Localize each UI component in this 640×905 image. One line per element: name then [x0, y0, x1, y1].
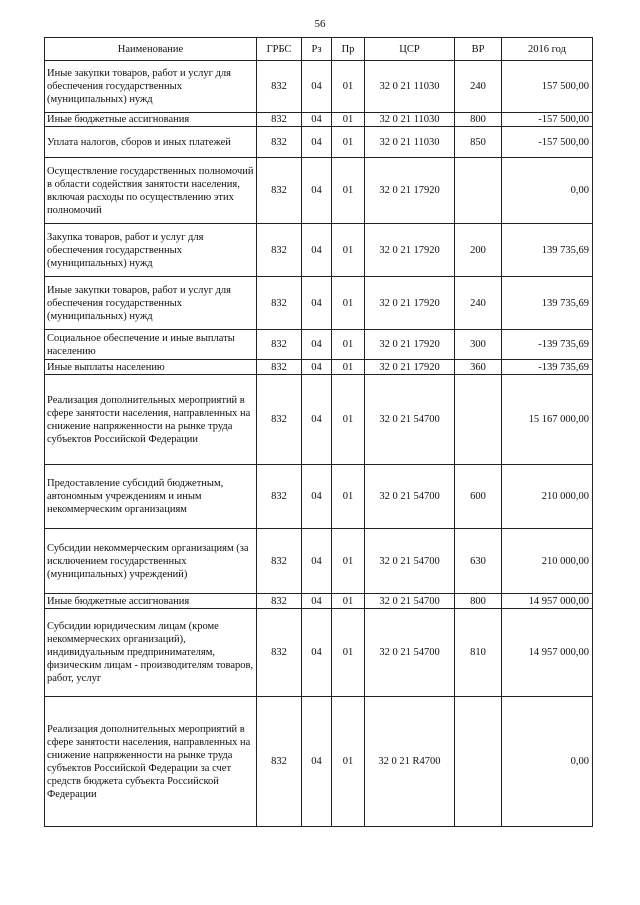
cell-vr: 810: [455, 609, 502, 697]
cell-amount: 139 735,69: [502, 224, 593, 277]
cell-name: Иные бюджетные ассигнования: [45, 113, 257, 127]
cell-rz: 04: [302, 697, 332, 827]
header-year: 2016 год: [502, 38, 593, 61]
cell-name: Закупка товаров, работ и услуг для обеспечения государственных (муниципальных) нужд: [45, 224, 257, 277]
cell-pr: 01: [332, 277, 365, 330]
cell-csr: 32 0 21 54700: [365, 529, 455, 594]
cell-rz: 04: [302, 609, 332, 697]
cell-amount: 139 735,69: [502, 277, 593, 330]
cell-vr: 800: [455, 113, 502, 127]
cell-grbs: 832: [257, 127, 302, 158]
cell-csr: 32 0 21 17920: [365, 360, 455, 375]
cell-grbs: 832: [257, 277, 302, 330]
cell-pr: 01: [332, 360, 365, 375]
header-rz: Рз: [302, 38, 332, 61]
table-row: [45, 594, 593, 609]
table-row: [45, 61, 593, 113]
cell-amount: 14 957 000,00: [502, 594, 593, 609]
cell-pr: 01: [332, 594, 365, 609]
cell-amount: -139 735,69: [502, 330, 593, 360]
page-number: 56: [314, 18, 326, 30]
table-header-row: [45, 38, 593, 61]
cell-name: Субсидии некоммерческим организациям (за исключением государственных (муниципальных) учреждений): [45, 529, 257, 594]
cell-vr: 600: [455, 465, 502, 529]
cell-amount: -157 500,00: [502, 127, 593, 158]
cell-rz: 04: [302, 277, 332, 330]
cell-grbs: 832: [257, 594, 302, 609]
cell-grbs: 832: [257, 609, 302, 697]
header-grbs: ГРБС: [257, 38, 302, 61]
cell-grbs: 832: [257, 360, 302, 375]
table-row: [45, 330, 593, 360]
table-row: [45, 127, 593, 158]
cell-name: Иные бюджетные ассигнования: [45, 594, 257, 609]
cell-csr: 32 0 21 54700: [365, 465, 455, 529]
cell-rz: 04: [302, 465, 332, 529]
cell-name: Реализация дополнительных мероприятий в сфере занятости населения, направленных на снижение напряженности на рынке труда субъектов Российской Федерации: [45, 375, 257, 465]
cell-name: Реализация дополнительных мероприятий в сфере занятости населения, направленных на снижение напряженности на рынке труда субъектов Российской Федерации за счет средств бюджета субъекта Российской Федерации: [45, 697, 257, 827]
cell-amount: -157 500,00: [502, 113, 593, 127]
cell-csr: 32 0 21 11030: [365, 61, 455, 113]
cell-pr: 01: [332, 375, 365, 465]
cell-grbs: 832: [257, 224, 302, 277]
table-row: [45, 529, 593, 594]
cell-rz: 04: [302, 127, 332, 158]
cell-name: Социальное обеспечение и иные выплаты населению: [45, 330, 257, 360]
table-row: [45, 375, 593, 465]
cell-amount: -139 735,69: [502, 360, 593, 375]
header-vr: ВР: [455, 38, 502, 61]
cell-rz: 04: [302, 360, 332, 375]
cell-csr: 32 0 21 17920: [365, 224, 455, 277]
cell-amount: 210 000,00: [502, 465, 593, 529]
cell-grbs: 832: [257, 375, 302, 465]
cell-vr: 300: [455, 330, 502, 360]
cell-amount: 14 957 000,00: [502, 609, 593, 697]
cell-grbs: 832: [257, 113, 302, 127]
cell-vr: 240: [455, 277, 502, 330]
cell-vr: [455, 697, 502, 827]
cell-csr: 32 0 21 17920: [365, 277, 455, 330]
cell-amount: 157 500,00: [502, 61, 593, 113]
cell-pr: 01: [332, 330, 365, 360]
cell-vr: [455, 375, 502, 465]
cell-vr: 360: [455, 360, 502, 375]
cell-name: Иные закупки товаров, работ и услуг для обеспечения государственных (муниципальных) нужд: [45, 61, 257, 113]
table-row: [45, 277, 593, 330]
table-row: [45, 609, 593, 697]
cell-vr: 800: [455, 594, 502, 609]
table-row: [45, 465, 593, 529]
cell-pr: 01: [332, 224, 365, 277]
table-row: [45, 224, 593, 277]
cell-rz: 04: [302, 113, 332, 127]
cell-pr: 01: [332, 113, 365, 127]
cell-amount: 15 167 000,00: [502, 375, 593, 465]
cell-csr: 32 0 21 54700: [365, 375, 455, 465]
cell-pr: 01: [332, 609, 365, 697]
cell-amount: 0,00: [502, 697, 593, 827]
header-pr: Пр: [332, 38, 365, 61]
cell-grbs: 832: [257, 697, 302, 827]
budget-table: [44, 37, 593, 827]
cell-rz: 04: [302, 158, 332, 224]
table-row: [45, 158, 593, 224]
cell-vr: [455, 158, 502, 224]
cell-name: Осуществление государственных полномочий в области содействия занятости населения, включая расходы по осуществлению этих полномочий: [45, 158, 257, 224]
cell-rz: 04: [302, 375, 332, 465]
cell-amount: 0,00: [502, 158, 593, 224]
cell-rz: 04: [302, 594, 332, 609]
cell-rz: 04: [302, 224, 332, 277]
cell-csr: 32 0 21 11030: [365, 127, 455, 158]
cell-vr: 630: [455, 529, 502, 594]
cell-grbs: 832: [257, 61, 302, 113]
cell-pr: 01: [332, 697, 365, 827]
header-name: Наименование: [45, 38, 257, 61]
cell-grbs: 832: [257, 529, 302, 594]
header-csr: ЦСР: [365, 38, 455, 61]
cell-pr: 01: [332, 61, 365, 113]
cell-rz: 04: [302, 529, 332, 594]
cell-csr: 32 0 21 54700: [365, 594, 455, 609]
cell-rz: 04: [302, 330, 332, 360]
cell-vr: 240: [455, 61, 502, 113]
cell-pr: 01: [332, 158, 365, 224]
table-row: [45, 113, 593, 127]
cell-name: Иные закупки товаров, работ и услуг для обеспечения государственных (муниципальных) нужд: [45, 277, 257, 330]
cell-grbs: 832: [257, 330, 302, 360]
cell-csr: 32 0 21 11030: [365, 113, 455, 127]
cell-amount: 210 000,00: [502, 529, 593, 594]
cell-name: Субсидии юридическим лицам (кроме некоммерческих организаций), индивидуальным предпринимателям, физическим лицам - производителям товаров, работ, услуг: [45, 609, 257, 697]
cell-vr: 200: [455, 224, 502, 277]
table-row: [45, 697, 593, 827]
cell-csr: 32 0 21 17920: [365, 158, 455, 224]
cell-pr: 01: [332, 127, 365, 158]
cell-rz: 04: [302, 61, 332, 113]
cell-name: Предоставление субсидий бюджетным, автономным учреждениям и иным некоммерческим организациям: [45, 465, 257, 529]
cell-csr: 32 0 21 17920: [365, 330, 455, 360]
cell-name: Уплата налогов, сборов и иных платежей: [45, 127, 257, 158]
cell-pr: 01: [332, 529, 365, 594]
cell-vr: 850: [455, 127, 502, 158]
cell-pr: 01: [332, 465, 365, 529]
cell-csr: 32 0 21 R4700: [365, 697, 455, 827]
cell-grbs: 832: [257, 465, 302, 529]
cell-csr: 32 0 21 54700: [365, 609, 455, 697]
cell-grbs: 832: [257, 158, 302, 224]
table-row: [45, 360, 593, 375]
cell-name: Иные выплаты населению: [45, 360, 257, 375]
